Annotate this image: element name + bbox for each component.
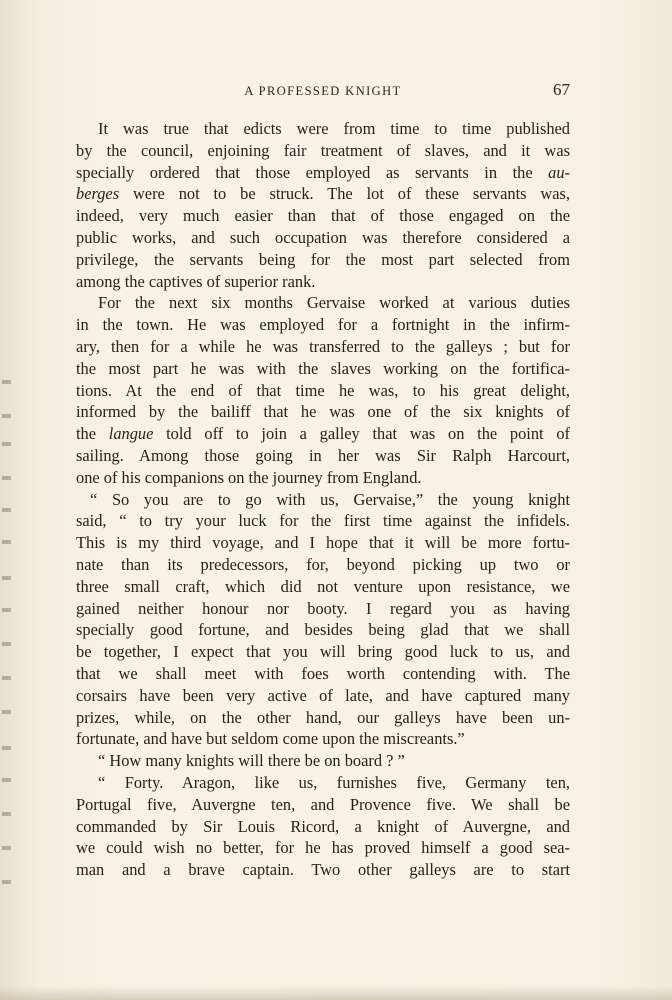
line-text: Portugal five, Auvergne ten, and Provence five. We shall be bbox=[76, 794, 570, 814]
text-line bbox=[76, 358, 570, 380]
text-line bbox=[76, 401, 570, 423]
line-text: gained neither honour nor booty. I regard you as having bbox=[76, 598, 570, 618]
line-text: tions. At the end of that time he was, to his great delight, bbox=[76, 380, 570, 400]
text-line bbox=[76, 619, 570, 641]
line-text: three small craft, which did not venture upon resistance, we bbox=[76, 576, 570, 596]
text-line bbox=[76, 554, 570, 576]
line-text: the most part he was with the slaves working on the fortifica- bbox=[76, 358, 570, 378]
line-text: said, “ to try your luck for the first time against the infidels. bbox=[76, 511, 570, 531]
line-text: we could wish no better, for he has proved himself a good sea- bbox=[76, 838, 570, 858]
text-line bbox=[76, 292, 570, 314]
line-text: indeed, very much easier than that of those engaged on the bbox=[76, 206, 570, 226]
text-line bbox=[76, 510, 570, 532]
text-line bbox=[76, 445, 570, 467]
text-line bbox=[76, 837, 570, 859]
italic-word: langue bbox=[108, 424, 154, 444]
line-text: It was true that edicts were from time to time published bbox=[98, 119, 570, 138]
line-text: man and a brave captain. Two other galleys are to start bbox=[76, 860, 570, 880]
text-line bbox=[76, 598, 570, 620]
line-text: fortunate, and have but seldom come upon the miscreants.” bbox=[76, 729, 465, 749]
text-line bbox=[76, 380, 570, 402]
line-text: were not to be struck. The lot of these servants was, bbox=[119, 184, 570, 204]
line-text: specially ordered that those employed as servants in the bbox=[76, 162, 549, 182]
line-text: prizes, while, on the other hand, our galleys have been un- bbox=[76, 707, 570, 727]
line-text: the bbox=[76, 424, 109, 444]
text-line bbox=[76, 576, 570, 598]
text-line bbox=[76, 816, 570, 838]
italic-word: berges bbox=[76, 184, 120, 204]
line-text: be together, I expect that you will bring good luck to us, and bbox=[76, 642, 570, 662]
text-line bbox=[76, 794, 570, 816]
line-text: This is my third voyage, and I hope that it will be more fortu- bbox=[76, 533, 570, 553]
facing-page-edge bbox=[0, 380, 20, 900]
line-text: privilege, the servants being for the most part selected from bbox=[76, 249, 570, 269]
text-line bbox=[76, 140, 570, 162]
body-text bbox=[76, 118, 570, 881]
text-line bbox=[76, 423, 570, 445]
line-text: corsairs have been very active of late, and have captured many bbox=[76, 685, 570, 705]
line-text: one of his companions on the journey from England. bbox=[76, 467, 422, 487]
text-line bbox=[76, 772, 570, 794]
line-text: “ Forty. Aragon, like us, furnishes five, Germany ten, bbox=[98, 772, 570, 792]
running-title: A PROFESSED KNIGHT bbox=[244, 84, 402, 98]
text-line bbox=[76, 227, 570, 249]
line-text: For the next six months Gervaise worked at various duties bbox=[98, 293, 570, 313]
text-line bbox=[76, 489, 570, 511]
line-text: specially good fortune, and besides being glad that we shall bbox=[76, 620, 570, 640]
text-line bbox=[76, 205, 570, 227]
text-line bbox=[76, 271, 570, 293]
italic-word: au- bbox=[548, 162, 570, 182]
text-line bbox=[76, 859, 570, 881]
text-line bbox=[76, 467, 570, 489]
line-text: informed by the bailiff that he was one of the six knights of bbox=[76, 402, 570, 422]
text-line bbox=[76, 663, 570, 685]
text-line bbox=[76, 532, 570, 554]
line-text: public works, and such occupation was therefore considered a bbox=[76, 227, 570, 247]
line-text: told off to join a galley that was on the point of bbox=[153, 424, 570, 444]
page-header bbox=[76, 80, 570, 106]
line-text: nate than its predecessors, for, beyond picking up two or bbox=[76, 554, 570, 574]
line-text: among the captives of superior rank. bbox=[76, 271, 316, 291]
page-number: 67 bbox=[553, 80, 570, 99]
text-line bbox=[76, 707, 570, 729]
line-text: sailing. Among those going in her was Sir Ralph Harcourt, bbox=[76, 445, 570, 465]
line-text: that we shall meet with foes worth contending with. The bbox=[76, 663, 570, 683]
text-line bbox=[76, 118, 570, 140]
text-line bbox=[76, 314, 570, 336]
text-line bbox=[76, 162, 570, 184]
line-text: ary, then for a while he was transferred to the galleys ; but for bbox=[76, 336, 570, 356]
line-text: “ So you are to go with us, Gervaise,” the young knight bbox=[90, 489, 570, 509]
text-line bbox=[76, 336, 570, 358]
text-line bbox=[76, 249, 570, 271]
line-text: in the town. He was employed for a fortnight in the infirm- bbox=[76, 315, 570, 335]
line-text: by the council, enjoining fair treatment of slaves, and it was bbox=[76, 140, 570, 160]
text-line bbox=[76, 685, 570, 707]
text-line bbox=[76, 728, 570, 750]
line-text: commanded by Sir Louis Ricord, a knight of Auvergne, and bbox=[76, 816, 570, 836]
text-line bbox=[76, 750, 570, 772]
line-text: “ How many knights will there be on board ? ” bbox=[98, 751, 405, 771]
text-line bbox=[76, 641, 570, 663]
text-line bbox=[76, 183, 570, 205]
page-bottom-shadow bbox=[0, 986, 672, 1000]
